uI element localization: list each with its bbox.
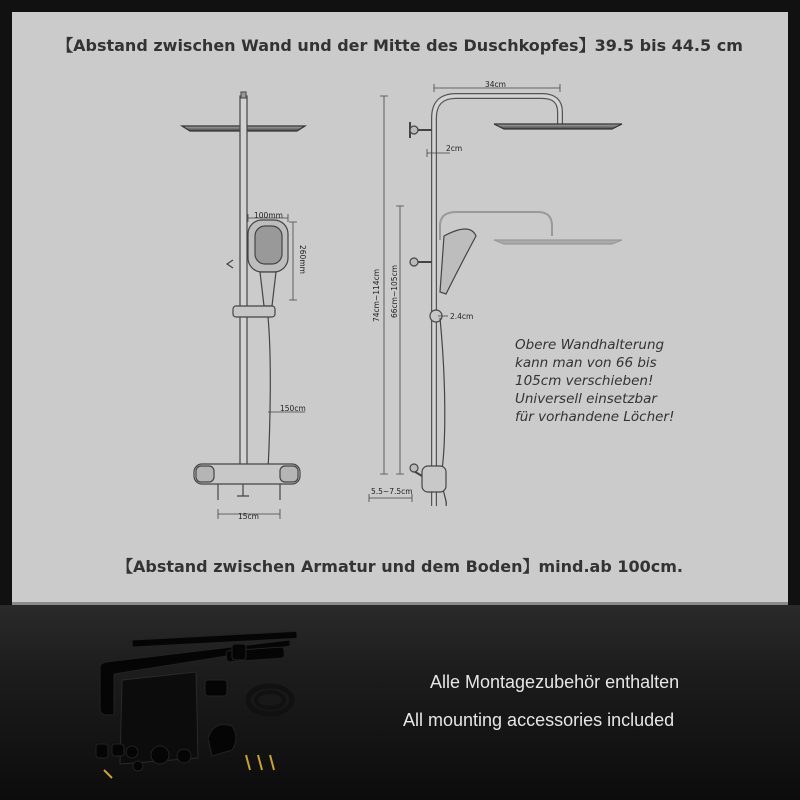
fitting xyxy=(133,761,143,771)
dim-arm-length: 34cm xyxy=(485,80,506,89)
note-line: Universell einsetzbar xyxy=(515,391,657,407)
dim-handshower-width: 100mm xyxy=(254,211,283,220)
dim-wall-gap: 2cm xyxy=(446,144,463,153)
accessories-german: Alle Montagezubehör enthalten xyxy=(430,672,680,692)
wall-distance-heading: 【Abstand zwischen Wand und der Mitte des Duschkopfes】39.5 bis 44.5 cm xyxy=(57,36,743,55)
screw xyxy=(258,755,262,770)
wall-clamp xyxy=(205,680,227,696)
screw xyxy=(270,755,274,770)
accessories-english: All mounting accessories included xyxy=(403,710,675,730)
dim-mixer-offset: 5.5~7.5cm xyxy=(371,487,413,496)
dim-total-height: 74cm~114cm xyxy=(372,268,381,322)
dim-handshower-height: 260mm xyxy=(298,245,307,274)
screw xyxy=(246,755,250,770)
note-line: für vorhandene Löcher! xyxy=(515,409,675,425)
hand-shower xyxy=(208,725,236,757)
dim-bracket-range: 66cm~105cm xyxy=(390,264,399,318)
dim-mixer-spacing: 15cm xyxy=(238,512,259,521)
note-line: kann man von 66 bis xyxy=(515,355,657,371)
note-line: 105cm verschieben! xyxy=(515,373,654,389)
dim-rail-gap: 2.4cm xyxy=(450,312,474,321)
fitting xyxy=(177,749,191,763)
note-line: Obere Wandhalterung xyxy=(515,337,665,353)
dim-hose-length: 150cm xyxy=(280,404,306,413)
fitting xyxy=(112,744,124,756)
fitting xyxy=(96,744,108,758)
fitting xyxy=(151,746,169,764)
floor-distance-heading: 【Abstand zwischen Armatur und dem Boden】mind.ab 100cm. xyxy=(116,557,684,576)
fitting xyxy=(126,746,138,758)
screw xyxy=(104,770,112,778)
